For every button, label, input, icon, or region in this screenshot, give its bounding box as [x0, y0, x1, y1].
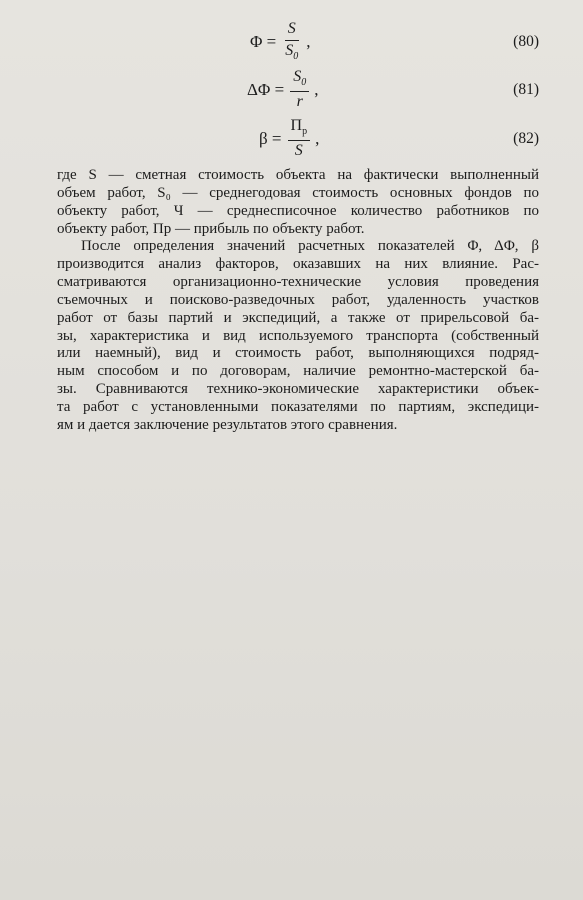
analysis-line: работ от базы партий и экспедиций, а также от прирельсовой ба-: [57, 309, 539, 326]
definitions-line: объем работ, S₀ — среднегодовая стоимость основных фондов по: [57, 184, 539, 201]
definitions-paragraph: [57, 167, 539, 239]
equation-80-number: (80): [513, 33, 539, 50]
equation-80: [0, 17, 583, 67]
analysis-line: сматриваются организационно-технические условия проведения: [57, 273, 539, 290]
equation-82-comma: ,: [315, 129, 320, 148]
equation-81-number: (81): [513, 81, 539, 98]
analysis-line: ным способом и по договорам, наличие ремонтно-мастерской ба-: [57, 363, 539, 380]
equation-82-numerator: $П_р$: [288, 118, 311, 141]
equation-81-denominator: r: [296, 92, 303, 110]
equation-82-body: [259, 114, 319, 164]
analysis-line: или наемный), вид и стоимость работ, выполняющихся подряд-: [57, 345, 539, 362]
definitions-line: где S — сметная стоимость объекта на фактически выполненный: [57, 167, 539, 183]
analysis-line: ям и дается заключение результатов этого сравнения.: [57, 417, 398, 434]
analysis-line: После определения значений расчетных показателей Φ, ΔΦ, β: [81, 238, 539, 254]
equation-82-denominator: S: [294, 141, 303, 159]
equation-80-denominator: $S_0$: [285, 42, 299, 63]
equation-82-fraction: [288, 118, 311, 159]
analysis-paragraph: [57, 238, 539, 435]
equation-81-comma: ,: [314, 80, 319, 99]
equation-80-body: [250, 17, 311, 67]
analysis-line: та работ с установленными показателями по партиям, экспедици-: [57, 399, 539, 416]
equation-80-numerator: S: [285, 21, 299, 41]
equation-80-fraction: [282, 21, 301, 62]
equation-82-lhs: β =: [259, 129, 282, 148]
equation-81-body: [247, 65, 318, 115]
equation-81: [0, 65, 583, 115]
definitions-line: объекту работ, Ч — среднесписочное количество работников по: [57, 202, 539, 219]
equation-82: [0, 114, 583, 164]
definitions-line: объекту работ, Пр — прибыль по объекту работ.: [57, 220, 365, 237]
equation-81-numerator: $S_0$: [290, 69, 309, 92]
equation-82-number: (82): [513, 130, 539, 147]
analysis-line: производится анализ факторов, оказавших на них влияние. Рас-: [57, 255, 539, 272]
analysis-line: зы. Сравниваются технико-экономические характеристики объек-: [57, 381, 539, 398]
equation-81-fraction: [290, 69, 309, 110]
equation-81-lhs: ΔΦ =: [247, 80, 285, 99]
analysis-line: зы, характеристика и вид используемого транспорта (собственный: [57, 327, 539, 344]
equation-80-lhs: Φ =: [250, 32, 277, 51]
equation-80-comma: ,: [306, 32, 311, 51]
analysis-line: съемочных и поисково-разведочных работ, удаленность участков: [57, 291, 539, 308]
